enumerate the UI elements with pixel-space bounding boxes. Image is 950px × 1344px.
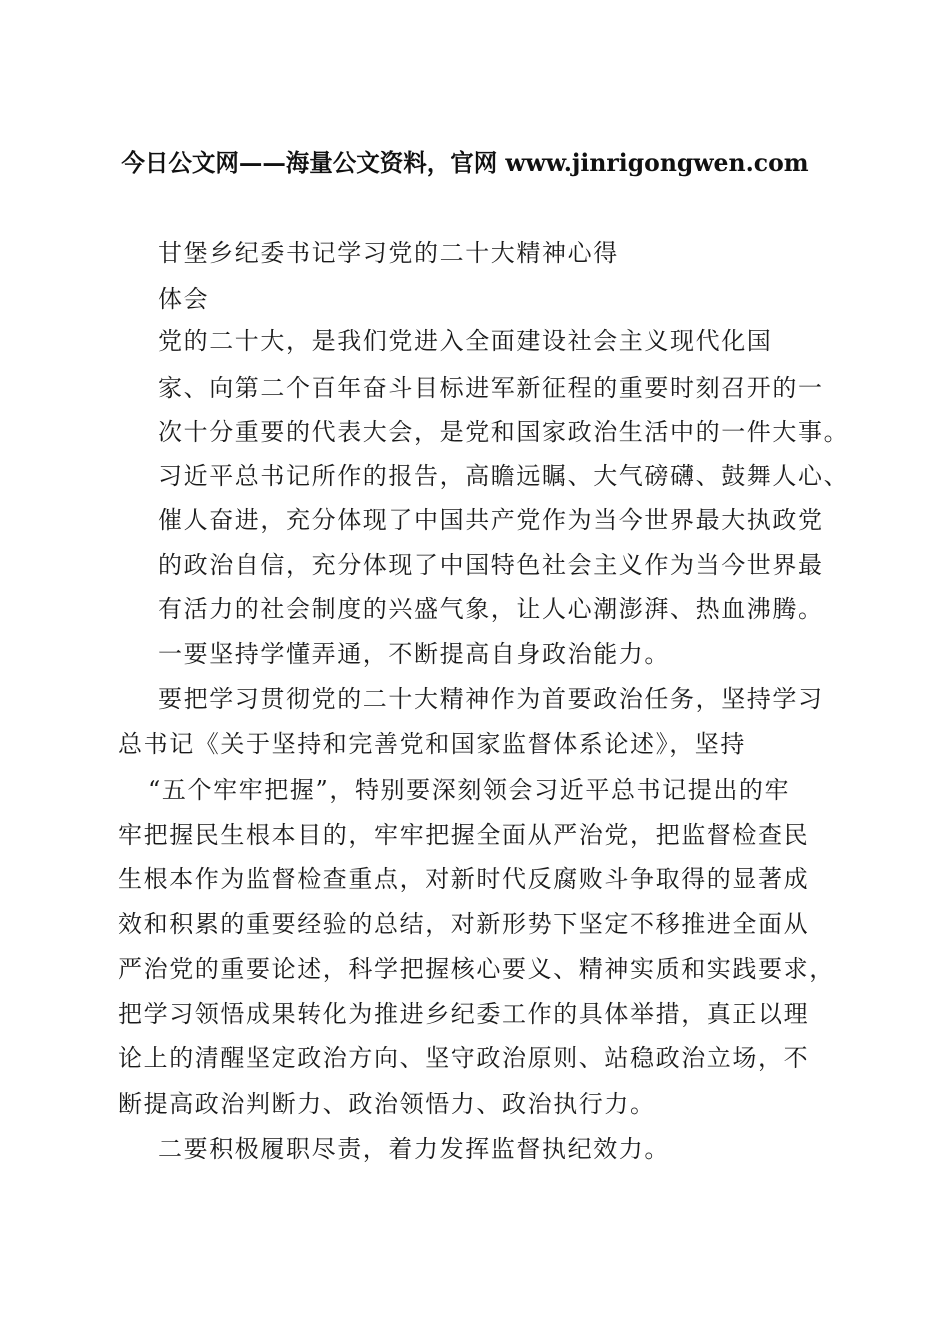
section-heading: 一要坚持学懂弄通，不断提高自身政治能力。 xyxy=(158,640,670,668)
paragraph-line: 牢把握民生根本目的，牢牢把握全面从严治党，把监督检查民 xyxy=(118,821,810,849)
paragraph-line: 家、向第二个百年奋斗目标进军新征程的重要时刻召开的一 xyxy=(158,374,824,402)
doc-title-line-1: 甘堡乡纪委书记学习党的二十大精神心得 xyxy=(158,239,619,267)
doc-title-line-2: 体会 xyxy=(158,285,210,313)
paragraph-line: 有活力的社会制度的兴盛气象，让人心潮澎湃、热血沸腾。 xyxy=(158,595,824,623)
paragraph-line: 断提高政治判断力、政治领悟力、政治执行力。 xyxy=(118,1090,656,1118)
paragraph-line: “五个牢牢把握”，特别要深刻领会习近平总书记提出的牢 xyxy=(148,776,791,804)
paragraph-line: 效和积累的重要经验的总结，对新形势下坚定不移推进全面从 xyxy=(118,910,810,938)
site-header-title: 今日公文网——海量公文资料，官网 www.jinrigongwen.com xyxy=(121,148,809,177)
paragraph-line: 的政治自信，充分体现了中国特色社会主义作为当今世界最 xyxy=(158,551,824,579)
paragraph-line: 催人奋进，充分体现了中国共产党作为当今世界最大执政党 xyxy=(158,506,824,534)
paragraph-line: 总书记《关于坚持和完善党和国家监督体系论述》，坚持 xyxy=(118,730,746,758)
section-heading: 二要积极履职尽责，着力发挥监督执纪效力。 xyxy=(158,1135,670,1163)
paragraph-line: 习近平总书记所作的报告，高瞻远瞩、大气磅礴、鼓舞人心、 xyxy=(158,462,850,490)
paragraph-line: 要把学习贯彻党的二十大精神作为首要政治任务，坚持学习 xyxy=(158,685,824,713)
paragraph-line: 论上的清醒坚定政治方向、坚守政治原则、站稳政治立场，不 xyxy=(118,1044,810,1072)
paragraph-line: 次十分重要的代表大会，是党和国家政治生活中的一件大事。 xyxy=(158,418,850,446)
paragraph-line: 把学习领悟成果转化为推进乡纪委工作的具体举措，真正以理 xyxy=(118,1000,810,1028)
paragraph-line: 严治党的重要论述，科学把握核心要义、精神实质和实践要求， xyxy=(118,955,835,983)
paragraph-line: 党的二十大，是我们党进入全面建设社会主义现代化国 xyxy=(158,327,773,355)
paragraph-line: 生根本作为监督检查重点，对新时代反腐败斗争取得的显著成 xyxy=(118,865,810,893)
